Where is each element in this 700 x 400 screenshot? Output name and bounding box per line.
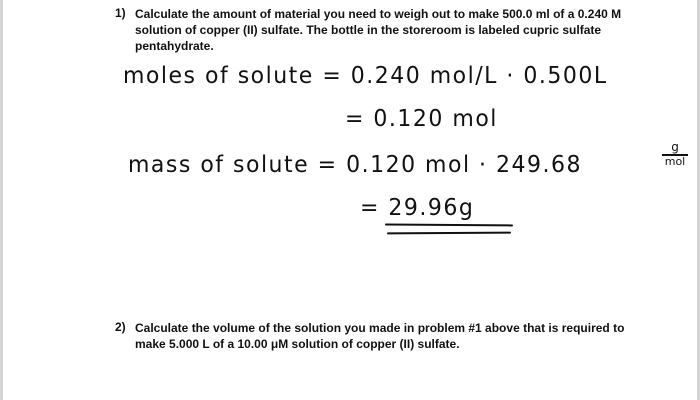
- question-1-number: 1): [115, 6, 126, 20]
- question-2-text: Calculate the volume of the solution you made in problem #1 above that is required to make 5.000 L of a 10.00 μM solution of copper (II) sulfate.: [135, 321, 625, 351]
- molar-mass-unit: [662, 141, 688, 168]
- unit-denominator: mol: [664, 154, 686, 168]
- answer-underline-1: [385, 224, 513, 227]
- mass-of-solute-line: mass of solute = 0.120 mol · 249.68: [128, 152, 583, 179]
- moles-result-line: = 0.120 mol: [345, 106, 498, 133]
- moles-of-solute-line: moles of solute = 0.240 mol/L · 0.500L: [123, 63, 608, 90]
- question-1-text: Calculate the amount of material you need to weigh out to make 500.0 ml of a 0.240 M solution of copper (II) sulfate. The bottle in the storeroom is labeled cupric sulfate pentahydrate.: [135, 7, 622, 53]
- unit-numerator: g: [671, 140, 679, 154]
- final-answer-line: = 29.96g: [360, 195, 475, 222]
- question-2-number: 2): [115, 320, 126, 334]
- answer-underline-2: [387, 232, 511, 235]
